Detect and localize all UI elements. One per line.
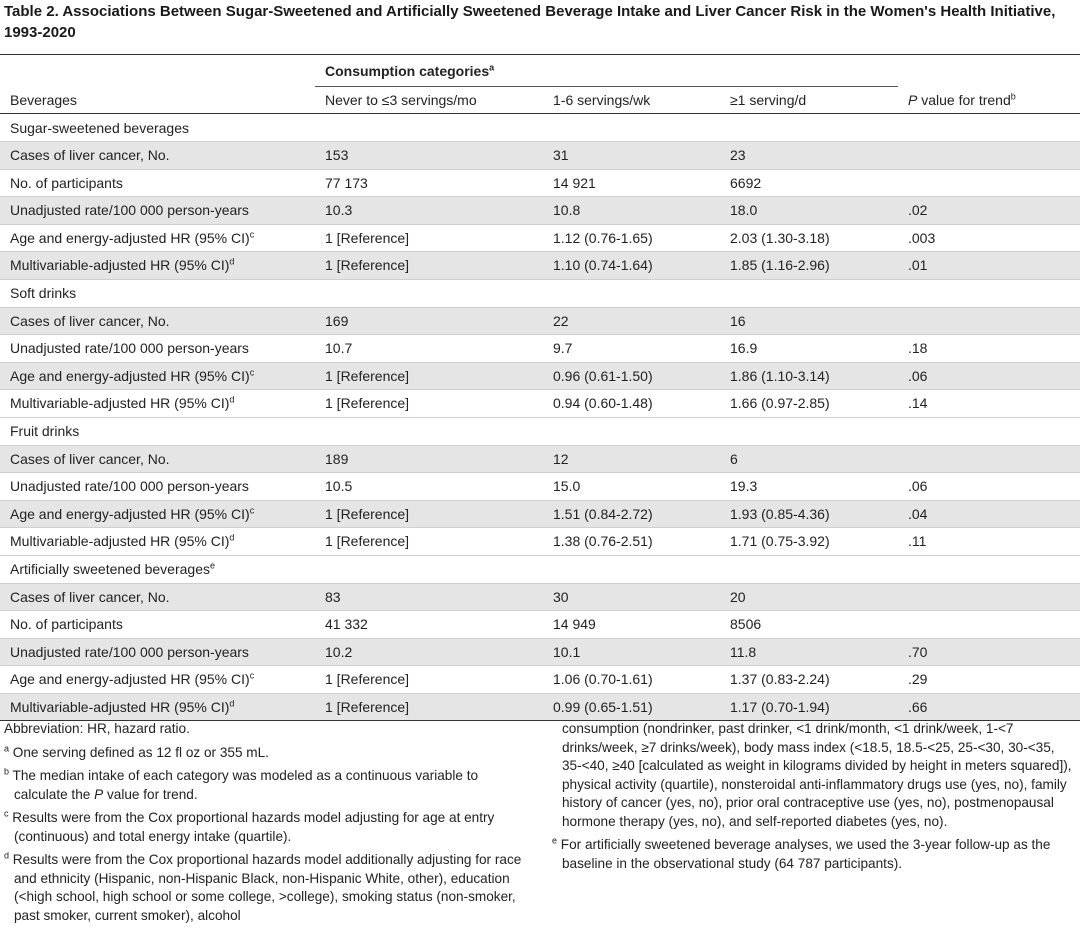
table-row <box>0 224 1080 252</box>
col-header-p-trend: P value for trend$^b$ <box>898 87 1080 114</box>
cell-daily: 18.0 <box>720 197 898 225</box>
header-columns-row <box>0 87 1080 114</box>
footnote-abbreviation: Abbreviation: HR, hazard ratio. <box>4 721 190 736</box>
cell-never: 10.2 <box>315 638 543 666</box>
cell-weekly: 22 <box>543 307 720 335</box>
cell-never: 189 <box>315 445 543 473</box>
table-row <box>0 473 1080 501</box>
cell-weekly: 14 921 <box>543 169 720 197</box>
cell-daily: 11.8 <box>720 638 898 666</box>
cell-p <box>898 142 1080 170</box>
footnote-b: $^b$ The median intake of each category was modeled as a continuous variable to calculate the P value for trend. <box>4 766 479 802</box>
cell-weekly: 9.7 <box>543 335 720 363</box>
cell-never: 153 <box>315 142 543 170</box>
consumption-categories-header: Consumption categories$^a$ <box>315 55 898 87</box>
footnote-e: $^e$ For artificially sweetened beverage analyses, we used the 3-year follow-up as the baseline in the observational study (64 787 participants). <box>552 835 1051 871</box>
row-label: Age and energy-adjusted HR (95% CI)$^c$ <box>0 224 315 252</box>
row-label: Unadjusted rate/100 000 person-years <box>0 638 315 666</box>
cell-p: .06 <box>898 362 1080 390</box>
table-title: Table 2. Associations Between Sugar-Sweetened and Artificially Sweetened Beverage Intake and Liver Cancer Risk in the Women's Health Initiative, 1993-2020 <box>4 3 1056 41</box>
cell-p <box>898 307 1080 335</box>
section-title: Soft drinks <box>0 279 1080 307</box>
table-row <box>0 142 1080 170</box>
row-label: No. of participants <box>0 611 315 639</box>
section-header-row <box>0 279 1080 307</box>
table-row <box>0 307 1080 335</box>
footnote-d-continued: consumption (nondrinker, past drinker, <1 drink/month, <1 drink/week, 1-<7 drinks/week, ≥7 drinks/week), body mass index (<18.5, 18.5-<25, 25-<30, 30-<35, 35-<40, ≥40 [calculated as weight in kilograms divided by height in meters squared]), physical activity (quartile), nonsteroidal anti-inflammatory drugs use (yes, no), family history of cancer (yes, no), prior oral contraceptive use (yes, no), postmenopausal hormone therapy (yes, no), and self-reported diabetes (yes, no). <box>562 721 1072 829</box>
cell-daily: 6 <box>720 445 898 473</box>
row-label: Age and energy-adjusted HR (95% CI)$^c$ <box>0 362 315 390</box>
cell-daily: 8506 <box>720 611 898 639</box>
col-header-beverages: Beverages <box>0 87 315 114</box>
table-row <box>0 666 1080 694</box>
section-header-row <box>0 417 1080 445</box>
header-group-row <box>0 55 1080 87</box>
row-label: Cases of liver cancer, No. <box>0 142 315 170</box>
cell-weekly: 15.0 <box>543 473 720 501</box>
cell-weekly: 1.10 (0.74-1.64) <box>543 252 720 280</box>
row-label: Cases of liver cancer, No. <box>0 583 315 611</box>
table-row <box>0 390 1080 418</box>
cell-weekly: 12 <box>543 445 720 473</box>
section-title: Artificially sweetened beverages$^e$ <box>0 555 1080 583</box>
cell-daily: 16.9 <box>720 335 898 363</box>
row-label: Multivariable-adjusted HR (95% CI)$^d$ <box>0 528 315 556</box>
cell-p <box>898 169 1080 197</box>
row-label: Unadjusted rate/100 000 person-years <box>0 335 315 363</box>
cell-daily: 1.86 (1.10-3.14) <box>720 362 898 390</box>
cell-daily: 1.71 (0.75-3.92) <box>720 528 898 556</box>
row-label: Multivariable-adjusted HR (95% CI)$^d$ <box>0 693 315 721</box>
cell-weekly: 0.96 (0.61-1.50) <box>543 362 720 390</box>
cell-never: 1 [Reference] <box>315 693 543 721</box>
cell-daily: 1.85 (1.16-2.96) <box>720 252 898 280</box>
footnotes-right <box>552 720 1072 878</box>
cell-never: 1 [Reference] <box>315 528 543 556</box>
row-label: Unadjusted rate/100 000 person-years <box>0 197 315 225</box>
col-header-daily: ≥1 serving/d <box>720 87 898 114</box>
cell-weekly: 14 949 <box>543 611 720 639</box>
cell-never: 1 [Reference] <box>315 666 543 694</box>
cell-p: .003 <box>898 224 1080 252</box>
table-row <box>0 169 1080 197</box>
cell-p: .04 <box>898 500 1080 528</box>
cell-daily: 6692 <box>720 169 898 197</box>
cell-p: .70 <box>898 638 1080 666</box>
cell-p: .11 <box>898 528 1080 556</box>
cell-weekly: 1.51 (0.84-2.72) <box>543 500 720 528</box>
cell-daily: 1.17 (0.70-1.94) <box>720 693 898 721</box>
table-body <box>0 114 1080 721</box>
table-row <box>0 638 1080 666</box>
cell-never: 1 [Reference] <box>315 362 543 390</box>
section-title: Sugar-sweetened beverages <box>0 114 1080 142</box>
data-table <box>0 54 1080 721</box>
cell-daily: 16 <box>720 307 898 335</box>
cell-weekly: 31 <box>543 142 720 170</box>
cell-daily: 20 <box>720 583 898 611</box>
cell-never: 83 <box>315 583 543 611</box>
cell-p: .06 <box>898 473 1080 501</box>
row-label: Multivariable-adjusted HR (95% CI)$^d$ <box>0 252 315 280</box>
cell-weekly: 10.8 <box>543 197 720 225</box>
cell-never: 41 332 <box>315 611 543 639</box>
section-header-row <box>0 555 1080 583</box>
cell-never: 1 [Reference] <box>315 224 543 252</box>
col-header-weekly: 1-6 servings/wk <box>543 87 720 114</box>
cell-p <box>898 583 1080 611</box>
row-label: Age and energy-adjusted HR (95% CI)$^c$ <box>0 666 315 694</box>
table-row <box>0 528 1080 556</box>
cell-daily: 1.93 (0.85-4.36) <box>720 500 898 528</box>
table-row <box>0 500 1080 528</box>
row-label: No. of participants <box>0 169 315 197</box>
row-label: Multivariable-adjusted HR (95% CI)$^d$ <box>0 390 315 418</box>
row-label: Age and energy-adjusted HR (95% CI)$^c$ <box>0 500 315 528</box>
row-label: Cases of liver cancer, No. <box>0 445 315 473</box>
table-row <box>0 335 1080 363</box>
cell-p <box>898 611 1080 639</box>
table-row <box>0 252 1080 280</box>
cell-weekly: 10.1 <box>543 638 720 666</box>
cell-never: 1 [Reference] <box>315 252 543 280</box>
cell-never: 1 [Reference] <box>315 500 543 528</box>
table-row <box>0 583 1080 611</box>
cell-weekly: 1.12 (0.76-1.65) <box>543 224 720 252</box>
row-label: Unadjusted rate/100 000 person-years <box>0 473 315 501</box>
cell-daily: 23 <box>720 142 898 170</box>
cell-daily: 2.03 (1.30-3.18) <box>720 224 898 252</box>
footnote-a: $^a$ One serving defined as 12 fl oz or 355 mL. <box>4 742 269 760</box>
cell-weekly: 0.99 (0.65-1.51) <box>543 693 720 721</box>
cell-weekly: 30 <box>543 583 720 611</box>
table-row <box>0 445 1080 473</box>
table-row <box>0 362 1080 390</box>
footnotes-left <box>4 720 524 930</box>
cell-p: .01 <box>898 252 1080 280</box>
cell-never: 77 173 <box>315 169 543 197</box>
cell-daily: 19.3 <box>720 473 898 501</box>
section-header-row <box>0 114 1080 142</box>
cell-never: 10.3 <box>315 197 543 225</box>
table-row <box>0 197 1080 225</box>
footnote-c: $^c$ Results were from the Cox proportional hazards model adjusting for age at entry (continuous) and total energy intake (quartile). <box>4 808 495 844</box>
footnote-d: $^d$ Results were from the Cox proportional hazards model additionally adjusting for race and ethnicity (Hispanic, non-Hispanic Black, non-Hispanic White, other), education (<high school, high school or some college, >college), smoking status (non-smoker, past smoker, current smoker), alcohol <box>4 850 522 923</box>
cell-p: .66 <box>898 693 1080 721</box>
cell-p: .29 <box>898 666 1080 694</box>
cell-never: 1 [Reference] <box>315 390 543 418</box>
cell-weekly: 1.38 (0.76-2.51) <box>543 528 720 556</box>
row-label: Cases of liver cancer, No. <box>0 307 315 335</box>
table-row <box>0 693 1080 721</box>
cell-p: .18 <box>898 335 1080 363</box>
cell-never: 169 <box>315 307 543 335</box>
cell-p <box>898 445 1080 473</box>
cell-never: 10.7 <box>315 335 543 363</box>
table-row <box>0 611 1080 639</box>
section-title: Fruit drinks <box>0 417 1080 445</box>
cell-weekly: 0.94 (0.60-1.48) <box>543 390 720 418</box>
cell-weekly: 1.06 (0.70-1.61) <box>543 666 720 694</box>
cell-daily: 1.66 (0.97-2.85) <box>720 390 898 418</box>
cell-p: .02 <box>898 197 1080 225</box>
cell-never: 10.5 <box>315 473 543 501</box>
col-header-never: Never to ≤3 servings/mo <box>315 87 543 114</box>
cell-p: .14 <box>898 390 1080 418</box>
cell-daily: 1.37 (0.83-2.24) <box>720 666 898 694</box>
